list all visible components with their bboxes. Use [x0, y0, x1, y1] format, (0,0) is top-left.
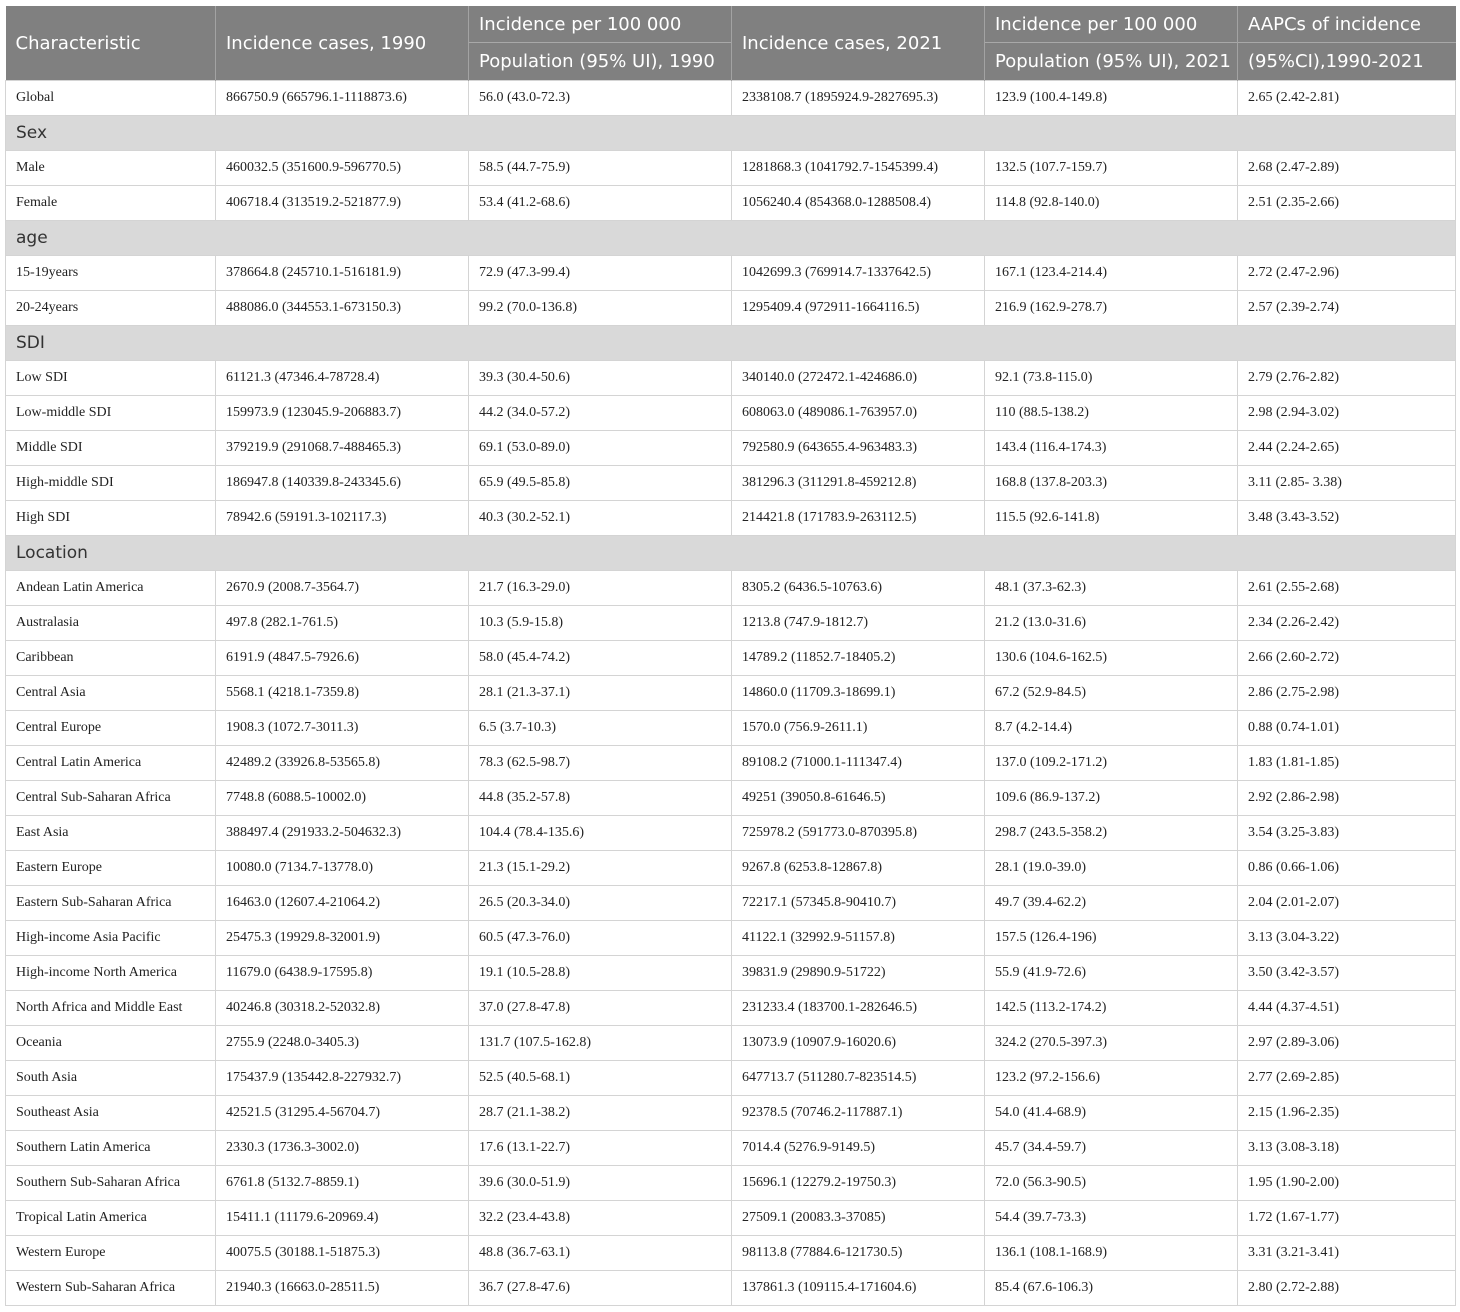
- cell-cases-1990: 1908.3 (1072.7-3011.3): [216, 711, 469, 746]
- cell-cases-1990: 460032.5 (351600.9-596770.5): [216, 151, 469, 186]
- table-row: [6, 431, 1456, 466]
- cell-cases-2021: 13073.9 (10907.9-16020.6): [732, 1026, 985, 1061]
- table-row: [6, 816, 1456, 851]
- cell-rate-2021: 21.2 (13.0-31.6): [985, 606, 1238, 641]
- cell-rate-1990: 10.3 (5.9-15.8): [469, 606, 732, 641]
- cell-cases-2021: 1570.0 (756.9-2611.1): [732, 711, 985, 746]
- cell-rate-2021: 92.1 (73.8-115.0): [985, 361, 1238, 396]
- cell-characteristic: Middle SDI: [6, 431, 216, 466]
- table-row: [6, 676, 1456, 711]
- cell-rate-2021: 115.5 (92.6-141.8): [985, 501, 1238, 536]
- cell-cases-2021: 8305.2 (6436.5-10763.6): [732, 571, 985, 606]
- cell-cases-1990: 186947.8 (140339.8-243345.6): [216, 466, 469, 501]
- cell-cases-2021: 49251 (39050.8-61646.5): [732, 781, 985, 816]
- cell-cases-1990: 388497.4 (291933.2-504632.3): [216, 816, 469, 851]
- cell-cases-1990: 42489.2 (33926.8-53565.8): [216, 746, 469, 781]
- cell-rate-1990: 48.8 (36.7-63.1): [469, 1236, 732, 1271]
- group-header-row: [6, 536, 1456, 571]
- cell-cases-2021: 14860.0 (11709.3-18699.1): [732, 676, 985, 711]
- header-cases-2021: Incidence cases, 2021: [732, 6, 985, 81]
- cell-cases-2021: 1281868.3 (1041792.7-1545399.4): [732, 151, 985, 186]
- cell-rate-2021: 72.0 (56.3-90.5): [985, 1166, 1238, 1201]
- cell-rate-1990: 28.1 (21.3-37.1): [469, 676, 732, 711]
- cell-rate-2021: 110 (88.5-138.2): [985, 396, 1238, 431]
- cell-aapc: 0.86 (0.66-1.06): [1238, 851, 1456, 886]
- cell-rate-1990: 39.3 (30.4-50.6): [469, 361, 732, 396]
- cell-characteristic: Australasia: [6, 606, 216, 641]
- cell-aapc: 3.50 (3.42-3.57): [1238, 956, 1456, 991]
- cell-rate-2021: 109.6 (86.9-137.2): [985, 781, 1238, 816]
- cell-rate-2021: 137.0 (109.2-171.2): [985, 746, 1238, 781]
- cell-cases-2021: 1042699.3 (769914.7-1337642.5): [732, 256, 985, 291]
- cell-characteristic: Male: [6, 151, 216, 186]
- cell-cases-2021: 9267.8 (6253.8-12867.8): [732, 851, 985, 886]
- cell-rate-1990: 99.2 (70.0-136.8): [469, 291, 732, 326]
- cell-characteristic: Southeast Asia: [6, 1096, 216, 1131]
- cell-rate-1990: 104.4 (78.4-135.6): [469, 816, 732, 851]
- table-row: [6, 1096, 1456, 1131]
- table-row: [6, 186, 1456, 221]
- cell-rate-1990: 21.3 (15.1-29.2): [469, 851, 732, 886]
- cell-cases-1990: 16463.0 (12607.4-21064.2): [216, 886, 469, 921]
- cell-rate-1990: 19.1 (10.5-28.8): [469, 956, 732, 991]
- cell-characteristic: Low SDI: [6, 361, 216, 396]
- cell-aapc: 2.77 (2.69-2.85): [1238, 1061, 1456, 1096]
- cell-rate-2021: 216.9 (162.9-278.7): [985, 291, 1238, 326]
- cell-cases-2021: 72217.1 (57345.8-90410.7): [732, 886, 985, 921]
- cell-cases-2021: 15696.1 (12279.2-19750.3): [732, 1166, 985, 1201]
- cell-cases-2021: 792580.9 (643655.4-963483.3): [732, 431, 985, 466]
- cell-aapc: 2.15 (1.96-2.35): [1238, 1096, 1456, 1131]
- cell-rate-1990: 78.3 (62.5-98.7): [469, 746, 732, 781]
- cell-rate-1990: 21.7 (16.3-29.0): [469, 571, 732, 606]
- table-row: [6, 1061, 1456, 1096]
- table-row: [6, 886, 1456, 921]
- cell-cases-1990: 42521.5 (31295.4-56704.7): [216, 1096, 469, 1131]
- cell-rate-2021: 142.5 (113.2-174.2): [985, 991, 1238, 1026]
- group-label: age: [6, 221, 1456, 256]
- cell-cases-2021: 98113.8 (77884.6-121730.5): [732, 1236, 985, 1271]
- cell-aapc: 1.83 (1.81-1.85): [1238, 746, 1456, 781]
- cell-characteristic: Western Europe: [6, 1236, 216, 1271]
- cell-cases-1990: 7748.8 (6088.5-10002.0): [216, 781, 469, 816]
- cell-aapc: 3.13 (3.08-3.18): [1238, 1131, 1456, 1166]
- cell-cases-2021: 647713.7 (511280.7-823514.5): [732, 1061, 985, 1096]
- cell-rate-1990: 44.8 (35.2-57.8): [469, 781, 732, 816]
- cell-rate-1990: 37.0 (27.8-47.8): [469, 991, 732, 1026]
- cell-cases-1990: 10080.0 (7134.7-13778.0): [216, 851, 469, 886]
- cell-rate-1990: 56.0 (43.0-72.3): [469, 81, 732, 116]
- cell-characteristic: Tropical Latin America: [6, 1201, 216, 1236]
- cell-aapc: 1.72 (1.67-1.77): [1238, 1201, 1456, 1236]
- cell-rate-2021: 45.7 (34.4-59.7): [985, 1131, 1238, 1166]
- cell-cases-1990: 406718.4 (313519.2-521877.9): [216, 186, 469, 221]
- cell-cases-2021: 340140.0 (272472.1-424686.0): [732, 361, 985, 396]
- cell-rate-1990: 58.0 (45.4-74.2): [469, 641, 732, 676]
- cell-characteristic: Western Sub-Saharan Africa: [6, 1271, 216, 1306]
- group-header-row: [6, 326, 1456, 361]
- cell-aapc: 2.79 (2.76-2.82): [1238, 361, 1456, 396]
- table-row: [6, 991, 1456, 1026]
- cell-aapc: 2.98 (2.94-3.02): [1238, 396, 1456, 431]
- cell-rate-2021: 49.7 (39.4-62.2): [985, 886, 1238, 921]
- group-header-row: [6, 116, 1456, 151]
- cell-cases-1990: 61121.3 (47346.4-78728.4): [216, 361, 469, 396]
- cell-rate-2021: 54.4 (39.7-73.3): [985, 1201, 1238, 1236]
- cell-rate-1990: 65.9 (49.5-85.8): [469, 466, 732, 501]
- cell-characteristic: Global: [6, 81, 216, 116]
- table-row: [6, 1166, 1456, 1201]
- table-row: [6, 501, 1456, 536]
- cell-rate-2021: 48.1 (37.3-62.3): [985, 571, 1238, 606]
- group-label: Sex: [6, 116, 1456, 151]
- cell-cases-1990: 159973.9 (123045.9-206883.7): [216, 396, 469, 431]
- table-row: [6, 921, 1456, 956]
- cell-rate-2021: 168.8 (137.8-203.3): [985, 466, 1238, 501]
- table-row: [6, 781, 1456, 816]
- table-row: [6, 641, 1456, 676]
- table-row: [6, 396, 1456, 431]
- table-row: [6, 1201, 1456, 1236]
- cell-rate-2021: 28.1 (19.0-39.0): [985, 851, 1238, 886]
- cell-aapc: 2.57 (2.39-2.74): [1238, 291, 1456, 326]
- cell-characteristic: South Asia: [6, 1061, 216, 1096]
- table-row: [6, 361, 1456, 396]
- table-row: [6, 711, 1456, 746]
- cell-characteristic: 15-19years: [6, 256, 216, 291]
- cell-characteristic: Andean Latin America: [6, 571, 216, 606]
- cell-characteristic: High-income Asia Pacific: [6, 921, 216, 956]
- cell-rate-2021: 130.6 (104.6-162.5): [985, 641, 1238, 676]
- cell-cases-2021: 39831.9 (29890.9-51722): [732, 956, 985, 991]
- table-container: [5, 6, 1455, 1306]
- cell-rate-1990: 36.7 (27.8-47.6): [469, 1271, 732, 1306]
- cell-cases-2021: 92378.5 (70746.2-117887.1): [732, 1096, 985, 1131]
- cell-rate-1990: 53.4 (41.2-68.6): [469, 186, 732, 221]
- cell-cases-2021: 27509.1 (20083.3-37085): [732, 1201, 985, 1236]
- header-rate-1990-line1: Incidence per 100 000: [469, 6, 732, 43]
- cell-rate-2021: 8.7 (4.2-14.4): [985, 711, 1238, 746]
- cell-aapc: 3.31 (3.21-3.41): [1238, 1236, 1456, 1271]
- cell-cases-2021: 214421.8 (171783.9-263112.5): [732, 501, 985, 536]
- cell-cases-1990: 2330.3 (1736.3-3002.0): [216, 1131, 469, 1166]
- cell-rate-1990: 39.6 (30.0-51.9): [469, 1166, 732, 1201]
- header-characteristic: Characteristic: [6, 6, 216, 81]
- table-body: [6, 81, 1456, 1306]
- cell-characteristic: High SDI: [6, 501, 216, 536]
- cell-rate-2021: 143.4 (116.4-174.3): [985, 431, 1238, 466]
- header-cases-1990: Incidence cases, 1990: [216, 6, 469, 81]
- cell-cases-1990: 11679.0 (6438.9-17595.8): [216, 956, 469, 991]
- cell-characteristic: Eastern Europe: [6, 851, 216, 886]
- cell-rate-1990: 69.1 (53.0-89.0): [469, 431, 732, 466]
- cell-cases-2021: 14789.2 (11852.7-18405.2): [732, 641, 985, 676]
- cell-cases-1990: 175437.9 (135442.8-227932.7): [216, 1061, 469, 1096]
- table-header: [6, 6, 1456, 81]
- table-row: [6, 746, 1456, 781]
- cell-characteristic: Central Latin America: [6, 746, 216, 781]
- table-row: [6, 1131, 1456, 1166]
- table-row: [6, 571, 1456, 606]
- cell-cases-1990: 15411.1 (11179.6-20969.4): [216, 1201, 469, 1236]
- cell-aapc: 1.95 (1.90-2.00): [1238, 1166, 1456, 1201]
- cell-rate-1990: 17.6 (13.1-22.7): [469, 1131, 732, 1166]
- cell-rate-2021: 54.0 (41.4-68.9): [985, 1096, 1238, 1131]
- cell-cases-1990: 40075.5 (30188.1-51875.3): [216, 1236, 469, 1271]
- cell-rate-2021: 167.1 (123.4-214.4): [985, 256, 1238, 291]
- cell-aapc: 2.68 (2.47-2.89): [1238, 151, 1456, 186]
- cell-cases-2021: 381296.3 (311291.8-459212.8): [732, 466, 985, 501]
- cell-aapc: 2.04 (2.01-2.07): [1238, 886, 1456, 921]
- cell-rate-2021: 67.2 (52.9-84.5): [985, 676, 1238, 711]
- cell-cases-1990: 25475.3 (19929.8-32001.9): [216, 921, 469, 956]
- header-rate-1990-line2: Population (95% UI), 1990: [469, 43, 732, 81]
- incidence-table: [5, 6, 1456, 1306]
- cell-cases-1990: 378664.8 (245710.1-516181.9): [216, 256, 469, 291]
- cell-aapc: 3.48 (3.43-3.52): [1238, 501, 1456, 536]
- table-row: [6, 1271, 1456, 1306]
- table-row: [6, 1026, 1456, 1061]
- cell-cases-1990: 40246.8 (30318.2-52032.8): [216, 991, 469, 1026]
- cell-characteristic: Central Europe: [6, 711, 216, 746]
- cell-rate-2021: 55.9 (41.9-72.6): [985, 956, 1238, 991]
- cell-aapc: 2.51 (2.35-2.66): [1238, 186, 1456, 221]
- cell-rate-2021: 136.1 (108.1-168.9): [985, 1236, 1238, 1271]
- group-label: SDI: [6, 326, 1456, 361]
- table-row: [6, 956, 1456, 991]
- table-row: [6, 81, 1456, 116]
- header-aapc-line1: AAPCs of incidence: [1238, 6, 1456, 43]
- cell-cases-2021: 137861.3 (109115.4-171604.6): [732, 1271, 985, 1306]
- cell-rate-2021: 298.7 (243.5-358.2): [985, 816, 1238, 851]
- cell-characteristic: Female: [6, 186, 216, 221]
- cell-characteristic: North Africa and Middle East: [6, 991, 216, 1026]
- cell-rate-2021: 324.2 (270.5-397.3): [985, 1026, 1238, 1061]
- table-row: [6, 256, 1456, 291]
- table-row: [6, 151, 1456, 186]
- cell-cases-2021: 608063.0 (489086.1-763957.0): [732, 396, 985, 431]
- cell-aapc: 2.97 (2.89-3.06): [1238, 1026, 1456, 1061]
- cell-characteristic: 20-24years: [6, 291, 216, 326]
- cell-rate-1990: 6.5 (3.7-10.3): [469, 711, 732, 746]
- table-row: [6, 466, 1456, 501]
- cell-cases-1990: 497.8 (282.1-761.5): [216, 606, 469, 641]
- cell-rate-1990: 26.5 (20.3-34.0): [469, 886, 732, 921]
- cell-cases-2021: 1213.8 (747.9-1812.7): [732, 606, 985, 641]
- cell-cases-2021: 2338108.7 (1895924.9-2827695.3): [732, 81, 985, 116]
- cell-characteristic: East Asia: [6, 816, 216, 851]
- group-header-row: [6, 221, 1456, 256]
- header-rate-2021-line2: Population (95% UI), 2021: [985, 43, 1238, 81]
- cell-cases-2021: 1056240.4 (854368.0-1288508.4): [732, 186, 985, 221]
- cell-characteristic: Caribbean: [6, 641, 216, 676]
- cell-aapc: 2.61 (2.55-2.68): [1238, 571, 1456, 606]
- cell-cases-1990: 488086.0 (344553.1-673150.3): [216, 291, 469, 326]
- cell-rate-1990: 52.5 (40.5-68.1): [469, 1061, 732, 1096]
- cell-cases-1990: 6191.9 (4847.5-7926.6): [216, 641, 469, 676]
- cell-aapc: 4.44 (4.37-4.51): [1238, 991, 1456, 1026]
- cell-characteristic: High-income North America: [6, 956, 216, 991]
- cell-aapc: 3.13 (3.04-3.22): [1238, 921, 1456, 956]
- cell-rate-1990: 131.7 (107.5-162.8): [469, 1026, 732, 1061]
- cell-cases-2021: 41122.1 (32992.9-51157.8): [732, 921, 985, 956]
- table-row: [6, 291, 1456, 326]
- cell-cases-1990: 5568.1 (4218.1-7359.8): [216, 676, 469, 711]
- cell-rate-2021: 123.9 (100.4-149.8): [985, 81, 1238, 116]
- cell-aapc: 2.44 (2.24-2.65): [1238, 431, 1456, 466]
- table-row: [6, 1236, 1456, 1271]
- cell-cases-1990: 2670.9 (2008.7-3564.7): [216, 571, 469, 606]
- cell-rate-2021: 132.5 (107.7-159.7): [985, 151, 1238, 186]
- cell-rate-1990: 58.5 (44.7-75.9): [469, 151, 732, 186]
- cell-characteristic: High-middle SDI: [6, 466, 216, 501]
- cell-cases-2021: 89108.2 (71000.1-111347.4): [732, 746, 985, 781]
- cell-aapc: 2.34 (2.26-2.42): [1238, 606, 1456, 641]
- cell-rate-2021: 85.4 (67.6-106.3): [985, 1271, 1238, 1306]
- cell-aapc: 3.11 (2.85- 3.38): [1238, 466, 1456, 501]
- cell-rate-1990: 28.7 (21.1-38.2): [469, 1096, 732, 1131]
- cell-rate-1990: 32.2 (23.4-43.8): [469, 1201, 732, 1236]
- cell-cases-2021: 1295409.4 (972911-1664116.5): [732, 291, 985, 326]
- cell-aapc: 2.92 (2.86-2.98): [1238, 781, 1456, 816]
- cell-characteristic: Central Asia: [6, 676, 216, 711]
- cell-aapc: 2.65 (2.42-2.81): [1238, 81, 1456, 116]
- cell-aapc: 0.88 (0.74-1.01): [1238, 711, 1456, 746]
- cell-aapc: 2.80 (2.72-2.88): [1238, 1271, 1456, 1306]
- group-label: Location: [6, 536, 1456, 571]
- cell-characteristic: Central Sub-Saharan Africa: [6, 781, 216, 816]
- cell-cases-2021: 231233.4 (183700.1-282646.5): [732, 991, 985, 1026]
- cell-cases-1990: 379219.9 (291068.7-488465.3): [216, 431, 469, 466]
- cell-rate-1990: 60.5 (47.3-76.0): [469, 921, 732, 956]
- cell-characteristic: Eastern Sub-Saharan Africa: [6, 886, 216, 921]
- cell-rate-1990: 72.9 (47.3-99.4): [469, 256, 732, 291]
- header-rate-2021-line1: Incidence per 100 000: [985, 6, 1238, 43]
- cell-aapc: 2.86 (2.75-2.98): [1238, 676, 1456, 711]
- cell-characteristic: Low-middle SDI: [6, 396, 216, 431]
- cell-rate-2021: 114.8 (92.8-140.0): [985, 186, 1238, 221]
- cell-characteristic: Oceania: [6, 1026, 216, 1061]
- table-row: [6, 606, 1456, 641]
- header-aapc-line2: (95%CI),1990-2021: [1238, 43, 1456, 81]
- cell-aapc: 3.54 (3.25-3.83): [1238, 816, 1456, 851]
- cell-cases-1990: 78942.6 (59191.3-102117.3): [216, 501, 469, 536]
- table-row: [6, 851, 1456, 886]
- cell-aapc: 2.72 (2.47-2.96): [1238, 256, 1456, 291]
- cell-rate-2021: 123.2 (97.2-156.6): [985, 1061, 1238, 1096]
- cell-characteristic: Southern Latin America: [6, 1131, 216, 1166]
- cell-rate-1990: 40.3 (30.2-52.1): [469, 501, 732, 536]
- cell-rate-2021: 157.5 (126.4-196): [985, 921, 1238, 956]
- cell-cases-1990: 866750.9 (665796.1-1118873.6): [216, 81, 469, 116]
- cell-cases-2021: 7014.4 (5276.9-9149.5): [732, 1131, 985, 1166]
- cell-characteristic: Southern Sub-Saharan Africa: [6, 1166, 216, 1201]
- cell-cases-1990: 6761.8 (5132.7-8859.1): [216, 1166, 469, 1201]
- cell-aapc: 2.66 (2.60-2.72): [1238, 641, 1456, 676]
- cell-rate-1990: 44.2 (34.0-57.2): [469, 396, 732, 431]
- cell-cases-2021: 725978.2 (591773.0-870395.8): [732, 816, 985, 851]
- cell-cases-1990: 21940.3 (16663.0-28511.5): [216, 1271, 469, 1306]
- cell-cases-1990: 2755.9 (2248.0-3405.3): [216, 1026, 469, 1061]
